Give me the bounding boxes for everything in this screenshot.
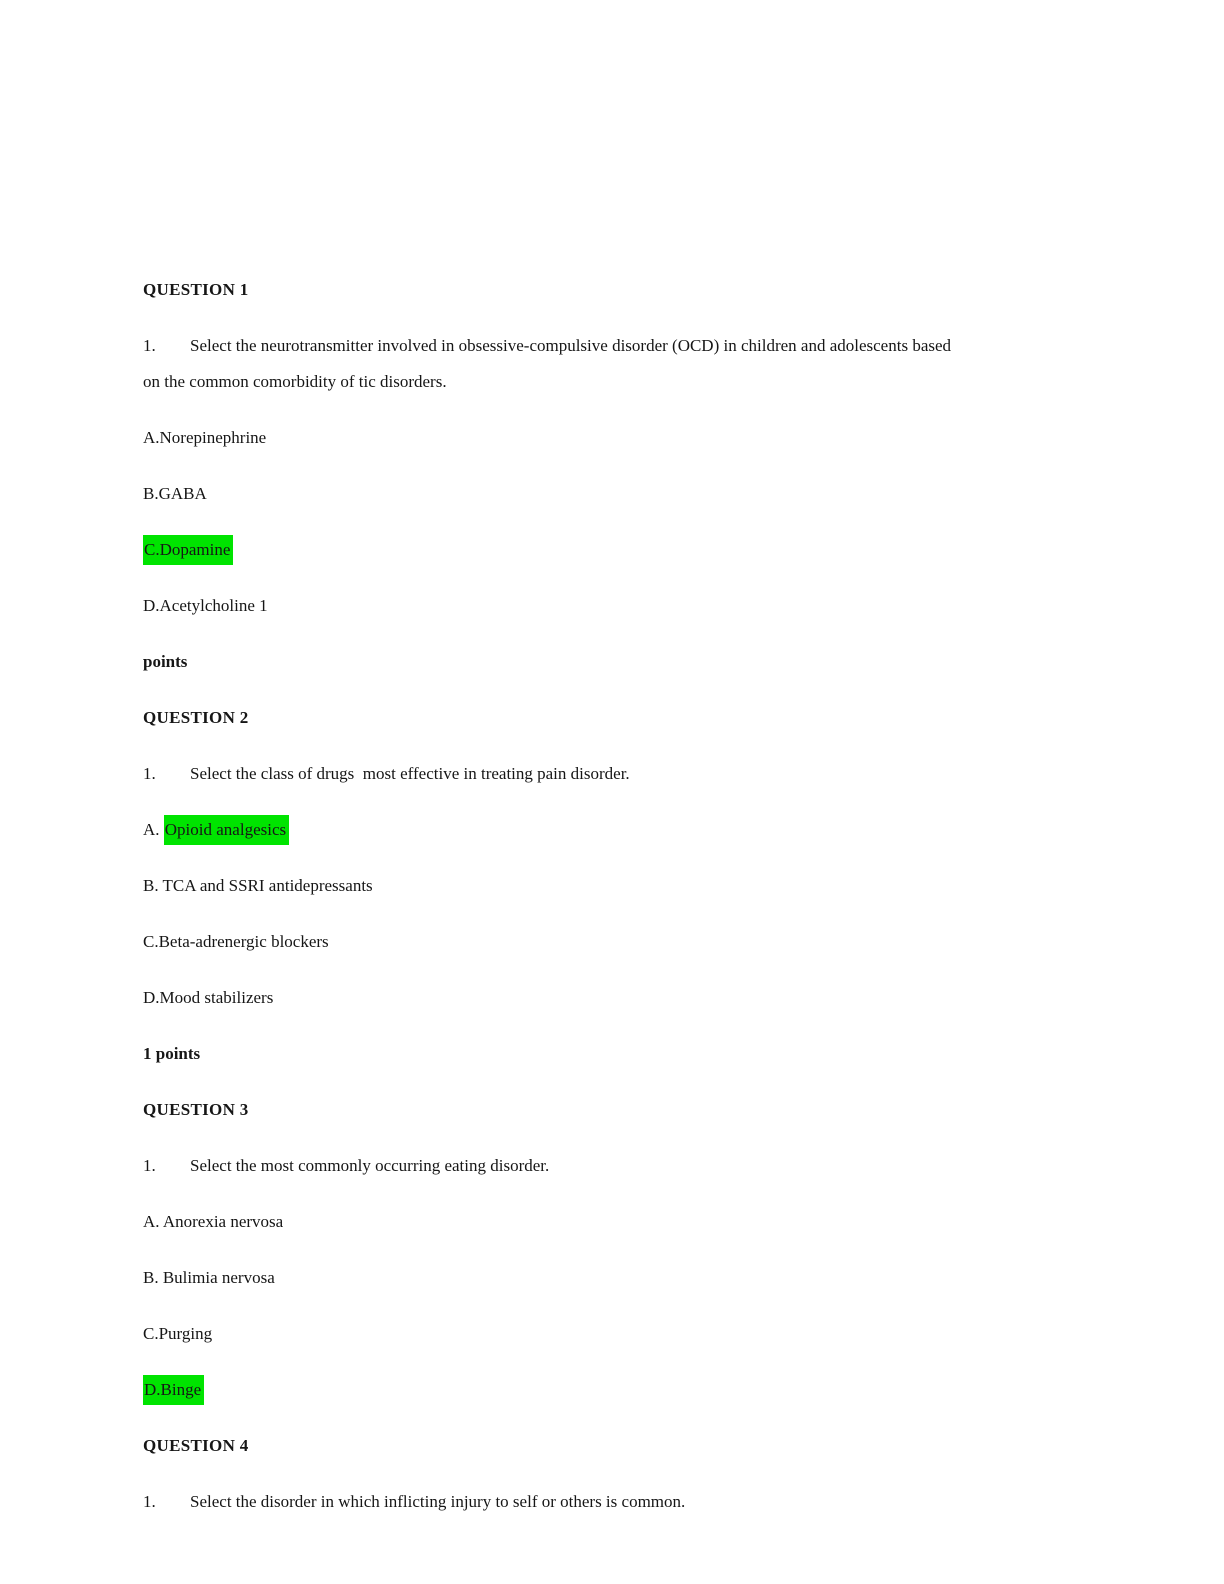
highlighted-answer: D.Binge	[143, 1375, 204, 1405]
option-line	[143, 420, 1074, 456]
option-line	[143, 1316, 1074, 1352]
question-heading: QUESTION 3	[143, 1100, 249, 1119]
option-text: A.Norepinephrine	[143, 428, 267, 447]
question-heading: QUESTION 4	[143, 1436, 249, 1455]
question-number: 1.	[143, 764, 156, 783]
question-prompt-text: Select the most commonly occurring eating disorder.	[190, 1156, 550, 1175]
option-line	[143, 1372, 1074, 1408]
option-line	[143, 924, 1074, 960]
option-text: D.Acetylcholine 1	[143, 596, 268, 615]
points-label: 1 points	[143, 1044, 201, 1063]
question-prompt-text: Select the disorder in which inflicting injury to self or others is common.	[190, 1492, 686, 1511]
option-line	[143, 868, 1074, 904]
option-line	[143, 1204, 1074, 1240]
option-text: B. TCA and SSRI antidepressants	[143, 876, 373, 895]
question-block	[143, 272, 1074, 680]
option-text: B. Bulimia nervosa	[143, 1268, 275, 1287]
question-block	[143, 1092, 1074, 1408]
question-prompt	[143, 756, 958, 792]
question-block	[143, 1428, 1074, 1520]
option-line	[143, 1260, 1074, 1296]
question-number: 1.	[143, 1492, 156, 1511]
question-number: 1.	[143, 1156, 156, 1175]
points-label: points	[143, 652, 188, 671]
option-text: A. Anorexia nervosa	[143, 1212, 284, 1231]
option-line	[143, 812, 1074, 848]
option-line	[143, 980, 1074, 1016]
option-text: B.GABA	[143, 484, 207, 503]
option-line	[143, 532, 1074, 568]
highlighted-answer: Opioid analgesics	[164, 815, 289, 845]
option-line	[143, 588, 1074, 624]
option-line	[143, 476, 1074, 512]
question-prompt-text: Select the neurotransmitter involved in obsessive-compulsive disorder (OCD) in children and adolescents based on the common comorbidity of tic disorders.	[143, 336, 956, 391]
question-prompt-text: Select the class of drugs most effective in treating pain disorder.	[190, 764, 630, 783]
highlighted-answer: C.Dopamine	[143, 535, 233, 565]
option-text: C.Beta-adrenergic blockers	[143, 932, 329, 951]
question-block	[143, 700, 1074, 1072]
option-text: D.Mood stabilizers	[143, 988, 274, 1007]
question-prompt	[143, 1148, 958, 1184]
question-number: 1.	[143, 336, 156, 355]
question-heading: QUESTION 2	[143, 708, 249, 727]
option-letter: A.	[143, 820, 164, 839]
question-prompt	[143, 328, 958, 400]
option-text: C.Purging	[143, 1324, 213, 1343]
question-prompt	[143, 1484, 958, 1520]
question-heading: QUESTION 1	[143, 280, 249, 299]
